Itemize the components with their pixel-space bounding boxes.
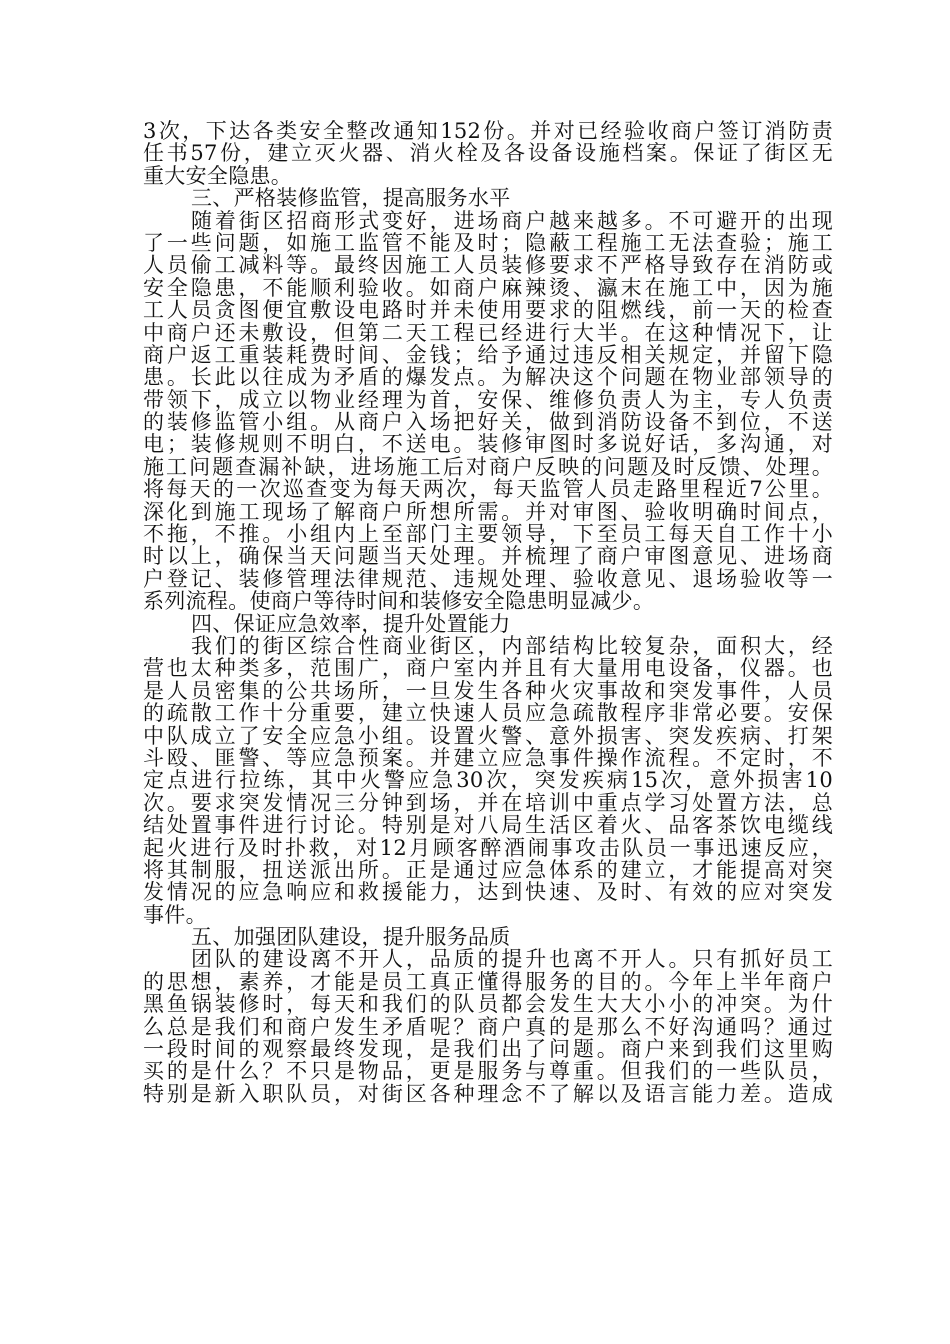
text-line: 的疏散工作十分重要，建立快速人员应急疏散程序非常必要。安保 xyxy=(143,701,833,726)
text-line: 结处置事件进行讨论。特别是对八局生活区着火、品客茶饮电缆线 xyxy=(143,813,833,838)
text-line: 我们的街区综合性商业街区，内部结构比较复杂，面积大，经 xyxy=(191,633,833,658)
text-line: 的思想，素养，才能是员工真正懂得服务的目的。今年上半年商户 xyxy=(143,969,833,994)
text-line: 么总是我们和商户发生矛盾呢？商户真的是那么不好沟通吗？通过 xyxy=(143,1014,833,1039)
paragraph xyxy=(143,948,833,1105)
text-line: 次。要求突发情况三分钟到场，并在培训中重点学习处置方法，总 xyxy=(143,790,833,815)
text-line: 买的是什么？不只是物品，更是服务与尊重。但我们的一些队员， xyxy=(143,1059,833,1084)
text-line: 人员偷工减料等。最终因施工人员装修要求不严格导致存在消防或 xyxy=(143,253,833,278)
text-line: 黑鱼锅装修时，每天和我们的队员都会发生大大小小的冲突。为什 xyxy=(143,992,833,1017)
text-line: 了一些问题，如施工监管不能及时；隐蔽工程施工无法查验；施工 xyxy=(143,230,833,255)
text-line: 安全隐患，不能顺利验收。如商户麻辣烫、瀛末在施工中，因为施 xyxy=(143,275,833,300)
text-line: 团队的建设离不开人，品质的提升也离不开人。只有抓好员工 xyxy=(191,947,833,972)
text-line: 施工问题查漏补缺，进场施工后对商户反映的问题及时反馈、处理。 xyxy=(143,454,833,479)
section-heading: 三、严格装修监管，提高服务水平 xyxy=(191,186,511,211)
paragraph xyxy=(143,120,833,187)
text-line: 电；装修规则不明白，不送电。装修审图时多说好话，多沟通，对 xyxy=(143,432,833,457)
text-line: 重大安全隐患。 xyxy=(143,163,293,188)
text-line: 斗殴、匪警、等应急预案。并建立应急事件操作流程。不定时，不 xyxy=(143,745,833,770)
text-line: 一段时间的观察最终发现，是我们出了问题。商户来到我们这里购 xyxy=(143,1037,833,1062)
text-line: 营也太种类多，范围广，商户室内并且有大量用电设备，仪器。也 xyxy=(143,656,833,681)
text-line: 带领下，成立以物业经理为首，安保、维修负责人为主，专人负责 xyxy=(143,387,833,412)
document-page xyxy=(143,120,833,1105)
paragraph xyxy=(143,210,833,613)
text-line: 中商户还未敷设，但第二天工程已经进行大半。在这种情况下，让 xyxy=(143,320,833,345)
text-line: 时以上，确保当天问题当天处理。并梳理了商户审图意见、进场商 xyxy=(143,544,833,569)
text-line: 不拖，不推。小组内上至部门主要领导，下至员工每天自工作十小 xyxy=(143,522,833,547)
text-line: 定点进行拉练，其中火警应急30次，突发疾病15次，意外损害10 xyxy=(143,768,833,793)
text-line: 系列流程。使商户等待时间和装修安全隐患明显减少。 xyxy=(143,589,655,614)
text-line: 3次，下达各类安全整改通知152份。并对已经验收商户签订消防责 xyxy=(143,119,833,143)
text-line: 任书57份，建立灭火器、消火栓及各设备设施档案。保证了街区无 xyxy=(143,141,833,166)
section-heading: 四、保证应急效率，提升处置能力 xyxy=(191,611,511,636)
text-line: 户登记、装修管理法律规范、违规处理、验收意见、退场验收等一 xyxy=(143,566,833,591)
text-line: 的装修监管小组。从商户入场把好关，做到消防设备不到位，不送 xyxy=(143,410,833,435)
text-line: 将每天的一次巡查变为每天两次，每天监管人员走路里程近7公里。 xyxy=(143,477,833,502)
text-line: 随着街区招商形式变好，进场商户越来越多。不可避开的出现 xyxy=(191,208,833,233)
text-line: 是人员密集的公共场所，一旦发生各种火灾事故和突发事件，人员 xyxy=(143,678,833,703)
text-line: 起火进行及时扑救，对12月顾客醉酒闹事攻击队员一事迅速反应， xyxy=(143,835,833,860)
text-line: 发情况的应急响应和救援能力，达到快速、及时、有效的应对突发 xyxy=(143,880,833,905)
text-line: 事件。 xyxy=(143,902,207,927)
paragraph xyxy=(143,635,833,926)
text-line: 患。长此以往成为矛盾的爆发点。为解决这个问题在物业部领导的 xyxy=(143,365,833,390)
text-line: 工人员贪图便宜敷设电路时并未使用要求的阻燃线，前一天的检查 xyxy=(143,298,833,323)
text-line: 商户返工重装耗费时间、金钱；给予通过违反相关规定，并留下隐 xyxy=(143,342,833,367)
text-line: 深化到施工现场了解商户所想所需。并对审图、验收明确时间点， xyxy=(143,499,833,524)
text-line: 特别是新入职队员，对街区各种理念不了解以及语言能力差。造成 xyxy=(143,1081,833,1106)
text-line: 将其制服，扭送派出所。正是通过应急体系的建立，才能提高对突 xyxy=(143,857,833,882)
text-line: 中队成立了安全应急小组。设置火警、意外损害、突发疾病、打架 xyxy=(143,723,833,748)
section-heading: 五、加强团队建设，提升服务品质 xyxy=(191,925,511,950)
